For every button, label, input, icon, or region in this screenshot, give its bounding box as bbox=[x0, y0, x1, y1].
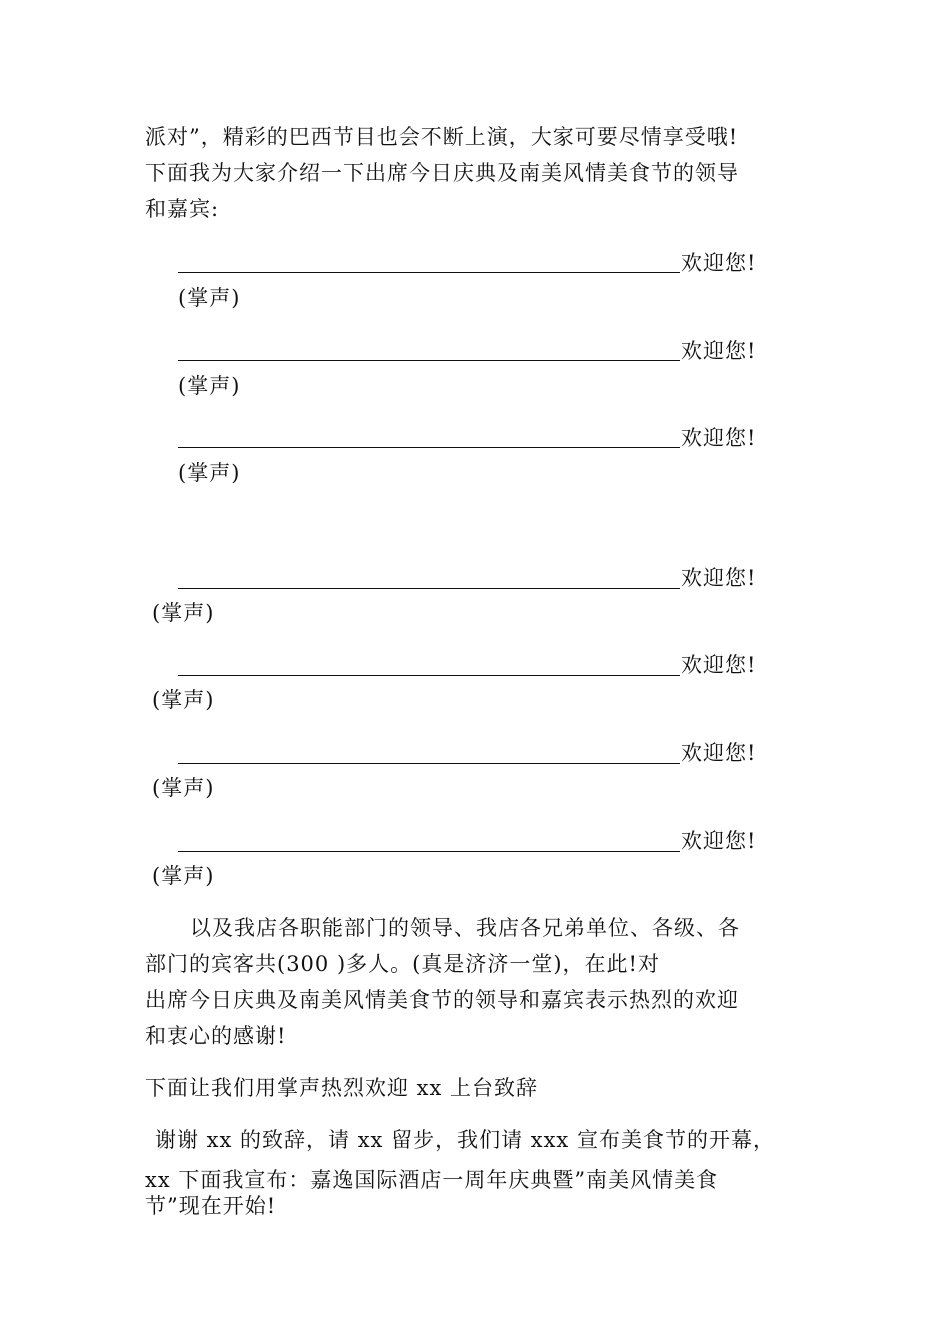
announce-line-1: 谢谢 xx 的致辞，请 xx 留步，我们请 xxx 宣布美食节的开幕， bbox=[155, 1128, 775, 1152]
guest-welcome: 欢迎您! bbox=[681, 426, 757, 450]
guest-welcome: 欢迎您! bbox=[681, 741, 757, 765]
guest-applause: (掌声) bbox=[152, 864, 215, 888]
announce-line-2: xx 下面我宣布：嘉逸国际酒店一周年庆典暨”南美风情美食 bbox=[145, 1168, 719, 1192]
invite-line: 下面让我们用掌声热烈欢迎 xx 上台致辞 bbox=[145, 1076, 539, 1100]
guest-applause: (掌声) bbox=[178, 461, 241, 485]
guest-applause: (掌声) bbox=[178, 374, 241, 398]
guest-name-blank bbox=[178, 272, 680, 273]
guest-name-blank bbox=[178, 851, 680, 852]
guest-welcome: 欢迎您! bbox=[681, 566, 757, 590]
intro-line-2: 下面我为大家介绍一下出席今日庆典及南美风情美食节的领导 bbox=[145, 161, 739, 185]
guest-welcome: 欢迎您! bbox=[681, 251, 757, 275]
closing-line-1: 以及我店各职能部门的领导、我店各兄弟单位、各级、各 bbox=[190, 916, 740, 940]
guest-name-blank bbox=[178, 447, 680, 448]
guest-name-blank bbox=[178, 588, 680, 589]
guest-applause: (掌声) bbox=[152, 776, 215, 800]
closing-line-2: 部门的宾客共(300 )多人。(真是济济一堂)，在此!对 bbox=[145, 952, 660, 976]
guest-name-blank bbox=[178, 763, 680, 764]
guest-applause: (掌声) bbox=[152, 601, 215, 625]
closing-line-4: 和衷心的感谢! bbox=[145, 1024, 287, 1048]
guest-applause: (掌声) bbox=[178, 286, 241, 310]
guest-applause: (掌声) bbox=[152, 688, 215, 712]
intro-line-1: 派对”，精彩的巴西节目也会不断上演，大家可要尽情享受哦! bbox=[145, 125, 739, 149]
announce-line-3: 节”现在开始! bbox=[145, 1194, 277, 1218]
guest-name-blank bbox=[178, 675, 680, 676]
intro-line-3: 和嘉宾: bbox=[145, 197, 220, 221]
guest-name-blank bbox=[178, 360, 680, 361]
closing-line-3: 出席今日庆典及南美风情美食节的领导和嘉宾表示热烈的欢迎 bbox=[145, 988, 739, 1012]
guest-welcome: 欢迎您! bbox=[681, 339, 757, 363]
guest-welcome: 欢迎您! bbox=[681, 829, 757, 853]
guest-welcome: 欢迎您! bbox=[681, 653, 757, 677]
